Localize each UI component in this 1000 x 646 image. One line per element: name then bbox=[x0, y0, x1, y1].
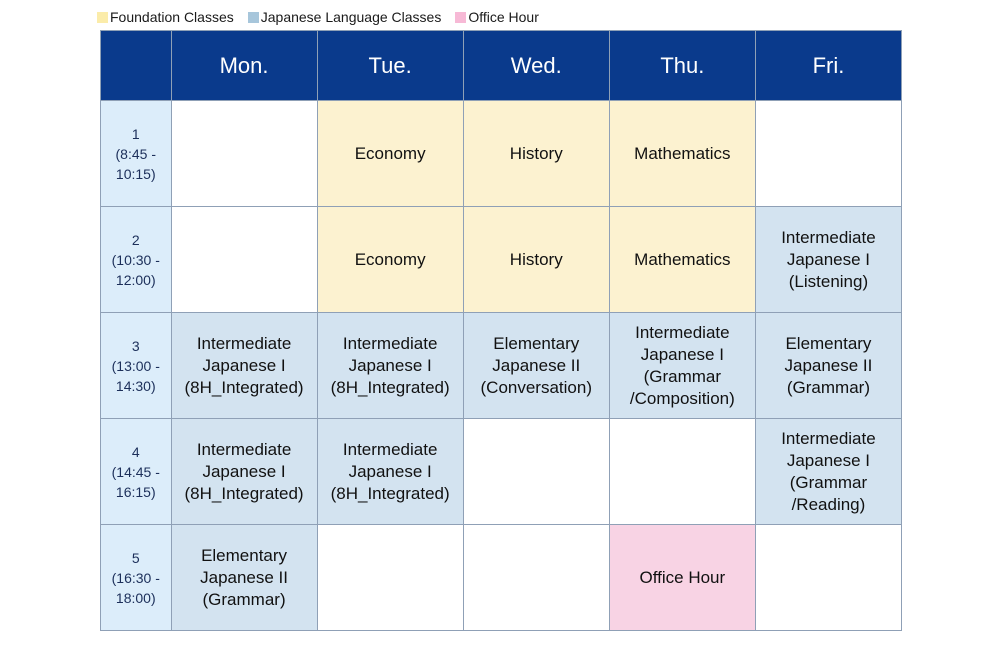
day-header-wed: Wed. bbox=[463, 31, 609, 101]
period-time-start: (10:30 - bbox=[111, 251, 160, 268]
class-name-line: (Grammar bbox=[643, 366, 722, 386]
period-number: 4 bbox=[131, 443, 140, 460]
day-header-thu: Thu. bbox=[609, 31, 755, 101]
period-time-end: 12:00) bbox=[115, 271, 156, 288]
legend-label-office: Office Hour bbox=[468, 9, 539, 25]
class-name-line: (Grammar bbox=[789, 472, 868, 492]
class-name-line: Elementary bbox=[493, 333, 580, 353]
class-name-line: Mathematics bbox=[634, 143, 731, 163]
period-time-end: 10:15) bbox=[115, 165, 156, 182]
class-name-line: Japanese I bbox=[640, 344, 724, 364]
class-cell-mon bbox=[171, 313, 317, 419]
day-header-mon: Mon. bbox=[171, 31, 317, 101]
class-name-line: Japanese II bbox=[200, 567, 289, 587]
class-cell-fri bbox=[755, 313, 901, 419]
period-row bbox=[101, 419, 902, 525]
class-cell-fri bbox=[755, 419, 901, 525]
class-name-line: Intermediate bbox=[342, 333, 438, 353]
period-time-end: 16:15) bbox=[115, 483, 156, 500]
legend-swatch-foundation bbox=[97, 12, 108, 23]
class-name-line: Elementary bbox=[785, 333, 872, 353]
day-header-fri: Fri. bbox=[755, 31, 901, 101]
class-name-line: Intermediate bbox=[342, 439, 438, 459]
class-name-line: (Listening) bbox=[788, 271, 869, 291]
class-name-line: Elementary bbox=[201, 545, 288, 565]
schedule-body bbox=[101, 101, 902, 631]
class-cell-tue bbox=[317, 525, 463, 631]
class-cell-wed bbox=[463, 419, 609, 525]
legend-item-japanese bbox=[248, 9, 442, 25]
timetable bbox=[100, 30, 902, 631]
legend-label-japanese: Japanese Language Classes bbox=[260, 9, 442, 25]
class-name-line: Japanese I bbox=[202, 461, 286, 481]
period-time-end: 18:00) bbox=[115, 589, 156, 606]
period-row bbox=[101, 525, 902, 631]
class-cell-tue bbox=[317, 207, 463, 313]
class-name-line: (8H_Integrated) bbox=[184, 377, 304, 397]
class-name-line: (Conversation) bbox=[480, 377, 592, 397]
class-name-line: (Grammar) bbox=[202, 589, 286, 609]
class-name-line: Intermediate bbox=[635, 322, 730, 342]
class-cell-tue bbox=[317, 101, 463, 207]
class-cell-fri bbox=[755, 525, 901, 631]
class-name-line: Japanese I bbox=[202, 355, 286, 375]
period-row bbox=[101, 313, 902, 419]
legend bbox=[97, 8, 553, 26]
class-name-line: Intermediate bbox=[196, 439, 292, 459]
period-number: 3 bbox=[131, 337, 140, 354]
period-label bbox=[101, 101, 172, 207]
class-cell-thu bbox=[609, 207, 755, 313]
legend-item-office bbox=[455, 9, 539, 25]
period-number: 1 bbox=[131, 125, 140, 142]
legend-swatch-office bbox=[455, 12, 466, 23]
class-name-line: /Reading) bbox=[791, 494, 866, 514]
header-row bbox=[101, 31, 902, 101]
period-label bbox=[101, 313, 172, 419]
period-label bbox=[101, 419, 172, 525]
period-time-start: (16:30 - bbox=[111, 569, 160, 586]
header-corner bbox=[101, 31, 172, 101]
period-time-start: (13:00 - bbox=[111, 357, 160, 374]
period-row bbox=[101, 207, 902, 313]
class-cell-mon bbox=[171, 525, 317, 631]
class-cell-wed bbox=[463, 207, 609, 313]
class-name-line: History bbox=[509, 249, 563, 269]
class-name-line: History bbox=[509, 143, 563, 163]
period-number: 5 bbox=[131, 549, 140, 566]
class-name-line: Japanese I bbox=[786, 450, 871, 470]
class-cell-thu bbox=[609, 525, 755, 631]
period-row bbox=[101, 101, 902, 207]
class-name-line: Japanese II bbox=[492, 355, 581, 375]
class-cell-mon bbox=[171, 419, 317, 525]
class-cell-mon bbox=[171, 207, 317, 313]
class-name-line: Intermediate bbox=[781, 428, 876, 448]
class-name-line: Intermediate bbox=[781, 227, 876, 247]
class-name-line: (8H_Integrated) bbox=[184, 483, 304, 503]
period-label bbox=[101, 207, 172, 313]
class-name-line: Japanese I bbox=[348, 355, 432, 375]
class-name-line: /Composition) bbox=[629, 388, 735, 408]
class-cell-wed bbox=[463, 313, 609, 419]
class-cell-mon bbox=[171, 101, 317, 207]
class-name-line: Office Hour bbox=[639, 567, 726, 587]
class-name-line: Intermediate bbox=[196, 333, 292, 353]
class-name-line: (8H_Integrated) bbox=[330, 483, 450, 503]
class-name-line: Japanese II bbox=[784, 355, 873, 375]
legend-item-foundation bbox=[97, 9, 234, 25]
class-name-line: (8H_Integrated) bbox=[330, 377, 450, 397]
class-cell-fri bbox=[755, 207, 901, 313]
period-time-start: (8:45 - bbox=[115, 145, 156, 162]
class-cell-wed bbox=[463, 101, 609, 207]
class-name-line: Economy bbox=[354, 249, 426, 269]
period-number: 2 bbox=[131, 231, 140, 248]
period-label bbox=[101, 525, 172, 631]
legend-swatch-japanese bbox=[248, 12, 259, 23]
class-cell-tue bbox=[317, 313, 463, 419]
class-cell-wed bbox=[463, 525, 609, 631]
class-name-line: Mathematics bbox=[634, 249, 731, 269]
class-cell-fri bbox=[755, 101, 901, 207]
period-time-end: 14:30) bbox=[115, 377, 156, 394]
class-cell-thu bbox=[609, 313, 755, 419]
legend-label-foundation: Foundation Classes bbox=[110, 9, 234, 25]
class-name-line: Japanese I bbox=[786, 249, 871, 269]
class-cell-thu bbox=[609, 419, 755, 525]
day-header-tue: Tue. bbox=[317, 31, 463, 101]
class-name-line: Japanese I bbox=[348, 461, 432, 481]
period-time-start: (14:45 - bbox=[111, 463, 160, 480]
class-cell-thu bbox=[609, 101, 755, 207]
class-name-line: Economy bbox=[354, 143, 426, 163]
class-cell-tue bbox=[317, 419, 463, 525]
class-name-line: (Grammar) bbox=[786, 377, 870, 397]
